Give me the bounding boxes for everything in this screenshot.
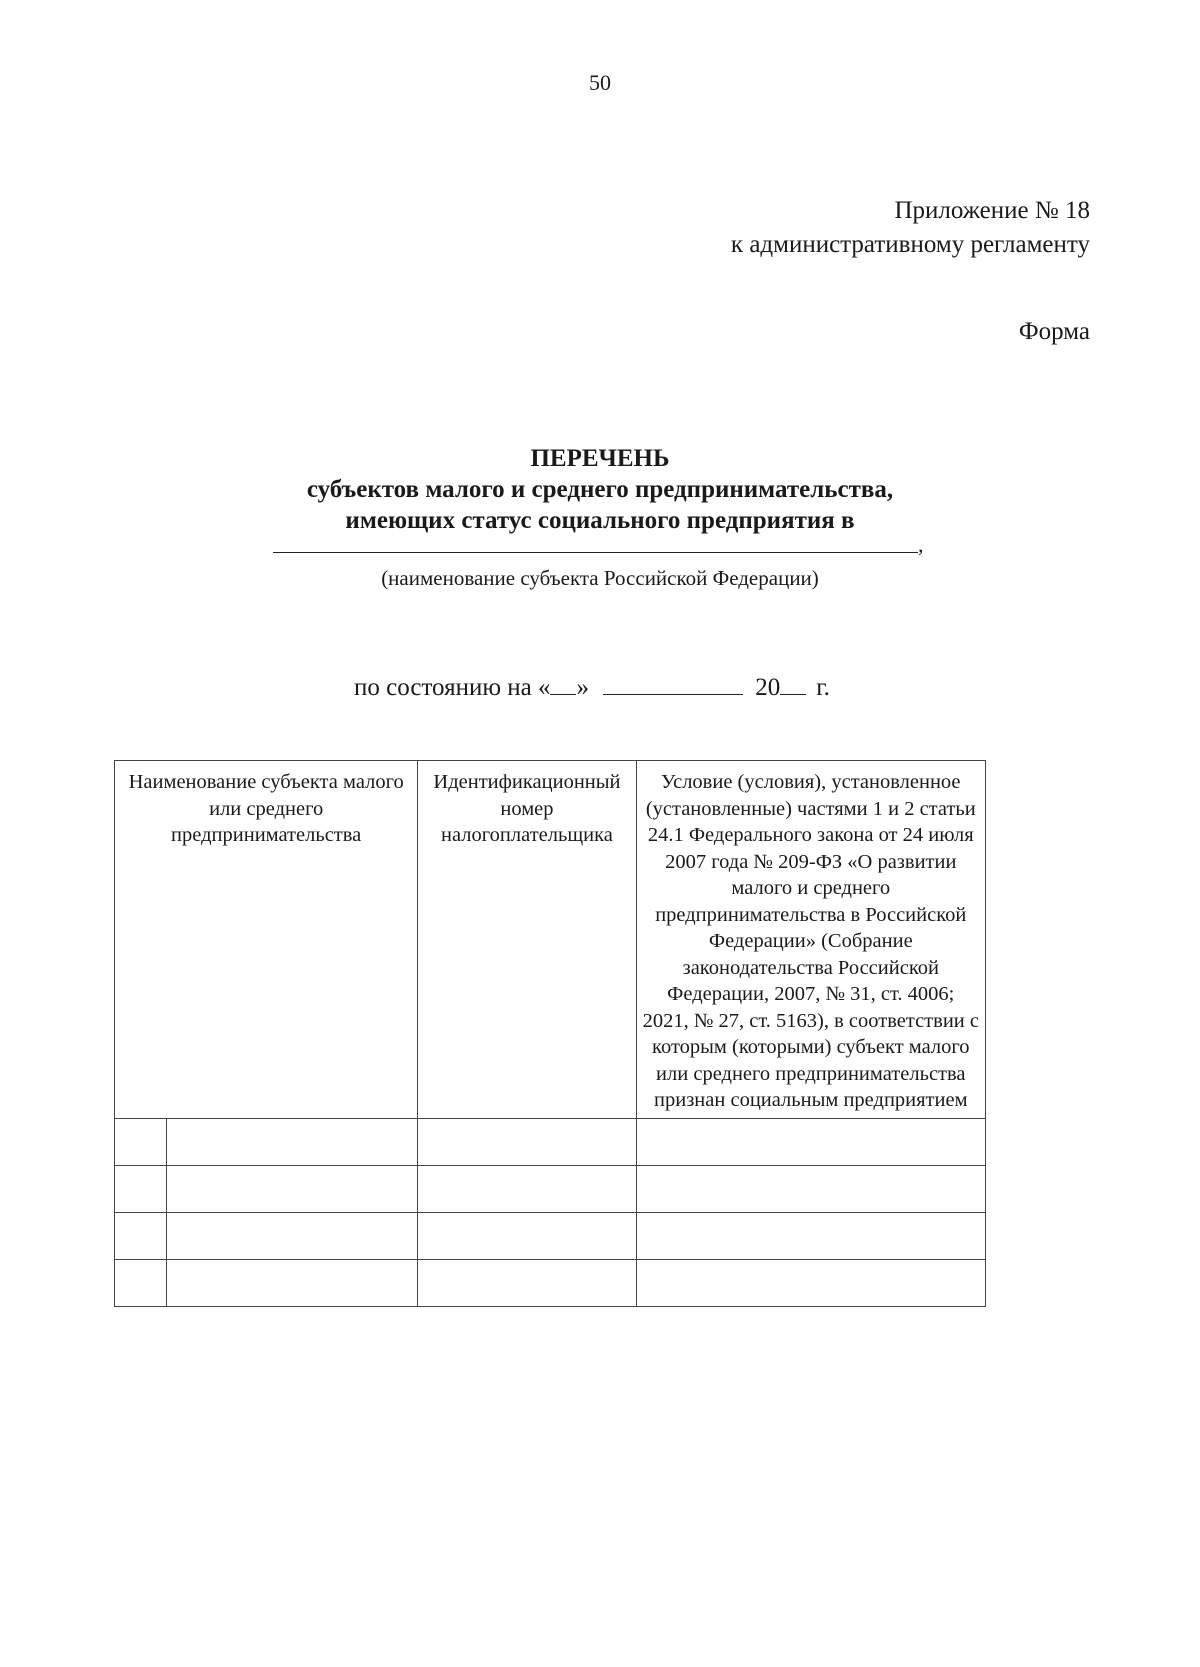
inn-cell[interactable] <box>418 1165 636 1212</box>
date-quote-close: » <box>576 674 589 701</box>
inn-cell[interactable] <box>418 1118 636 1165</box>
table-row <box>115 1212 986 1259</box>
header-condition: Условие (условия), установленное (установленные) частями 1 и 2 статьи 24.1 Федерального закона от 24 июля 2007 года № 209-ФЗ «О развитии малого и среднего предпринимательства в Российской Федерации» (Собрание законодательства Российской Федерации, 2007, № 31, ст. 4006; 2021, № 27, ст. 5163), в соответствии с которым (которыми) субъект малого или среднего предпринимательства признан социальным предприятием <box>636 761 985 1119</box>
page-number: 50 <box>589 70 611 95</box>
row-number-cell[interactable] <box>115 1118 167 1165</box>
date-line <box>354 672 830 702</box>
condition-cell[interactable] <box>636 1259 985 1306</box>
appendix-line-2: к административному регламенту <box>730 231 1090 258</box>
title-subtitle-line-1: субъектов малого и среднего предпринимательства, <box>306 476 894 503</box>
year-suffix: г. <box>816 674 830 701</box>
appendix-reference <box>731 194 1090 262</box>
year-prefix: 20 <box>755 674 781 701</box>
condition-cell[interactable] <box>636 1165 985 1212</box>
condition-cell[interactable] <box>636 1212 985 1259</box>
subject-name-cell[interactable] <box>167 1118 418 1165</box>
month-blank[interactable] <box>603 672 743 695</box>
table-row <box>115 1165 986 1212</box>
form-label: Форма <box>1018 318 1090 345</box>
table-header-row <box>115 761 986 1119</box>
day-blank[interactable] <box>550 672 576 695</box>
row-number-cell[interactable] <box>115 1212 167 1259</box>
header-subject-name: Наименование субъекта малого или среднего предпринимательства <box>115 761 418 1119</box>
inn-cell[interactable] <box>418 1212 636 1259</box>
table-row <box>115 1259 986 1306</box>
row-number-cell[interactable] <box>115 1259 167 1306</box>
year-blank[interactable] <box>780 672 806 695</box>
condition-cell[interactable] <box>636 1118 985 1165</box>
document-title <box>0 443 1200 536</box>
region-comma: , <box>918 532 924 557</box>
region-name-blank-line[interactable] <box>273 552 918 553</box>
row-number-cell[interactable] <box>115 1165 167 1212</box>
subject-name-cell[interactable] <box>167 1259 418 1306</box>
appendix-line-1: Приложение № 18 <box>894 197 1090 224</box>
subjects-table <box>114 760 986 1307</box>
date-prefix: по состоянию на « <box>354 674 551 701</box>
subject-name-cell[interactable] <box>167 1212 418 1259</box>
header-inn: Идентификационный номер налогоплательщика <box>418 761 636 1119</box>
inn-cell[interactable] <box>418 1259 636 1306</box>
region-caption: (наименование субъекта Российской Федерации) <box>381 566 819 590</box>
title-subtitle-line-2: имеющих статус социального предприятия в <box>345 507 855 534</box>
title-heading: ПЕРЕЧЕНЬ <box>530 445 670 472</box>
subject-name-cell[interactable] <box>167 1165 418 1212</box>
table-row <box>115 1118 986 1165</box>
